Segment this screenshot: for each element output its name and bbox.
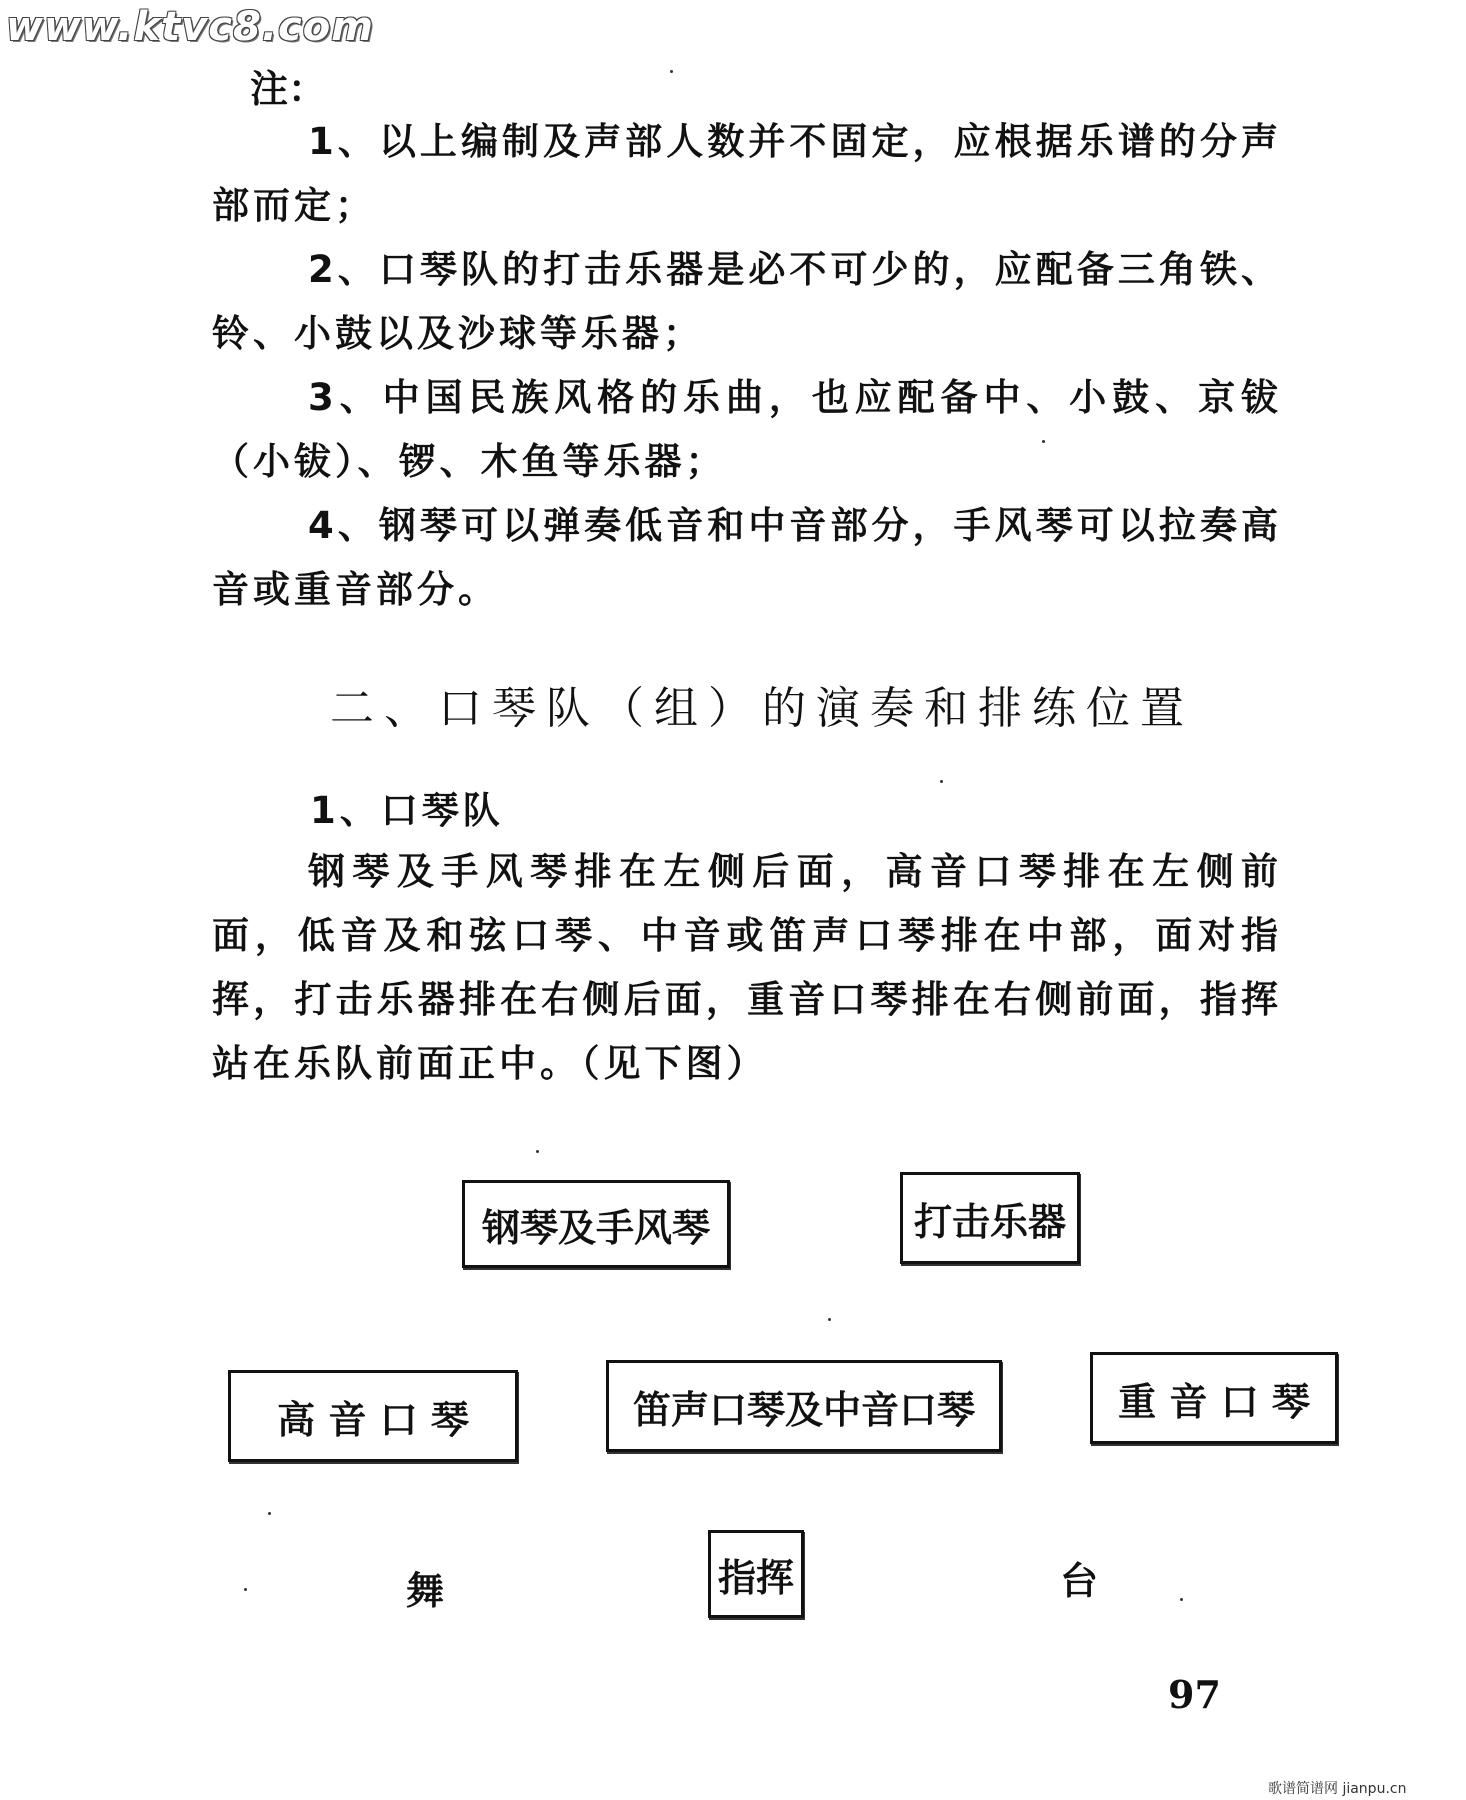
body-paragraph: 钢琴及手风琴排在左侧后面，高音口琴排在左侧前面，低音及和弦口琴、中音或笛声口琴排在中部，面对指挥，打击乐器排在右侧后面，重音口琴排在右侧前面，指挥站在乐队前面正中。（见下图）	[212, 850, 1282, 1085]
scan-speck	[828, 1318, 831, 1321]
scan-speck	[1042, 440, 1045, 443]
box-heavy-harmonica: 重 音 口 琴	[1090, 1352, 1338, 1444]
section-heading: 二、口琴队（组）的演奏和排练位置	[330, 683, 1194, 734]
box-high-harmonica: 高 音 口 琴	[228, 1370, 518, 1462]
scan-speck	[244, 1588, 247, 1591]
box-conductor: 指挥	[708, 1530, 804, 1618]
scan-speck	[536, 1150, 539, 1153]
scan-speck	[670, 70, 673, 73]
watermark-footer: 歌谱简谱网 jianpu.cn	[1268, 1781, 1407, 1797]
note-item-2: 2、口琴队的打击乐器是必不可少的，应配备三角铁、铃、小鼓以及沙球等乐器；	[212, 248, 1282, 355]
box-piano-accordion: 钢琴及手风琴	[462, 1180, 730, 1268]
scan-speck	[268, 1512, 271, 1515]
box-flute-mid-harmonica: 笛声口琴及中音口琴	[606, 1360, 1002, 1452]
note-item-4: 4、钢琴可以弹奏低音和中音部分，手风琴可以拉奏高音或重音部分。	[212, 504, 1282, 611]
scan-speck	[1180, 1598, 1183, 1601]
note-label: 注：	[250, 67, 327, 111]
note-item-1: 1、以上编制及声部人数并不固定，应根据乐谱的分声部而定；	[212, 120, 1282, 227]
box-percussion: 打击乐器	[900, 1172, 1080, 1264]
watermark-site: www.ktvc8.com	[6, 4, 374, 50]
note-item-3: 3、中国民族风格的乐曲，也应配备中、小鼓、京钹（小钹）、锣、木鱼等乐器；	[212, 376, 1282, 483]
stage-label-left: 舞	[406, 1569, 445, 1613]
sub-heading: 1、口琴队	[310, 789, 504, 832]
scan-speck	[940, 780, 943, 783]
page-number: 97	[1168, 1672, 1221, 1717]
stage-label-right: 台	[1060, 1559, 1099, 1603]
